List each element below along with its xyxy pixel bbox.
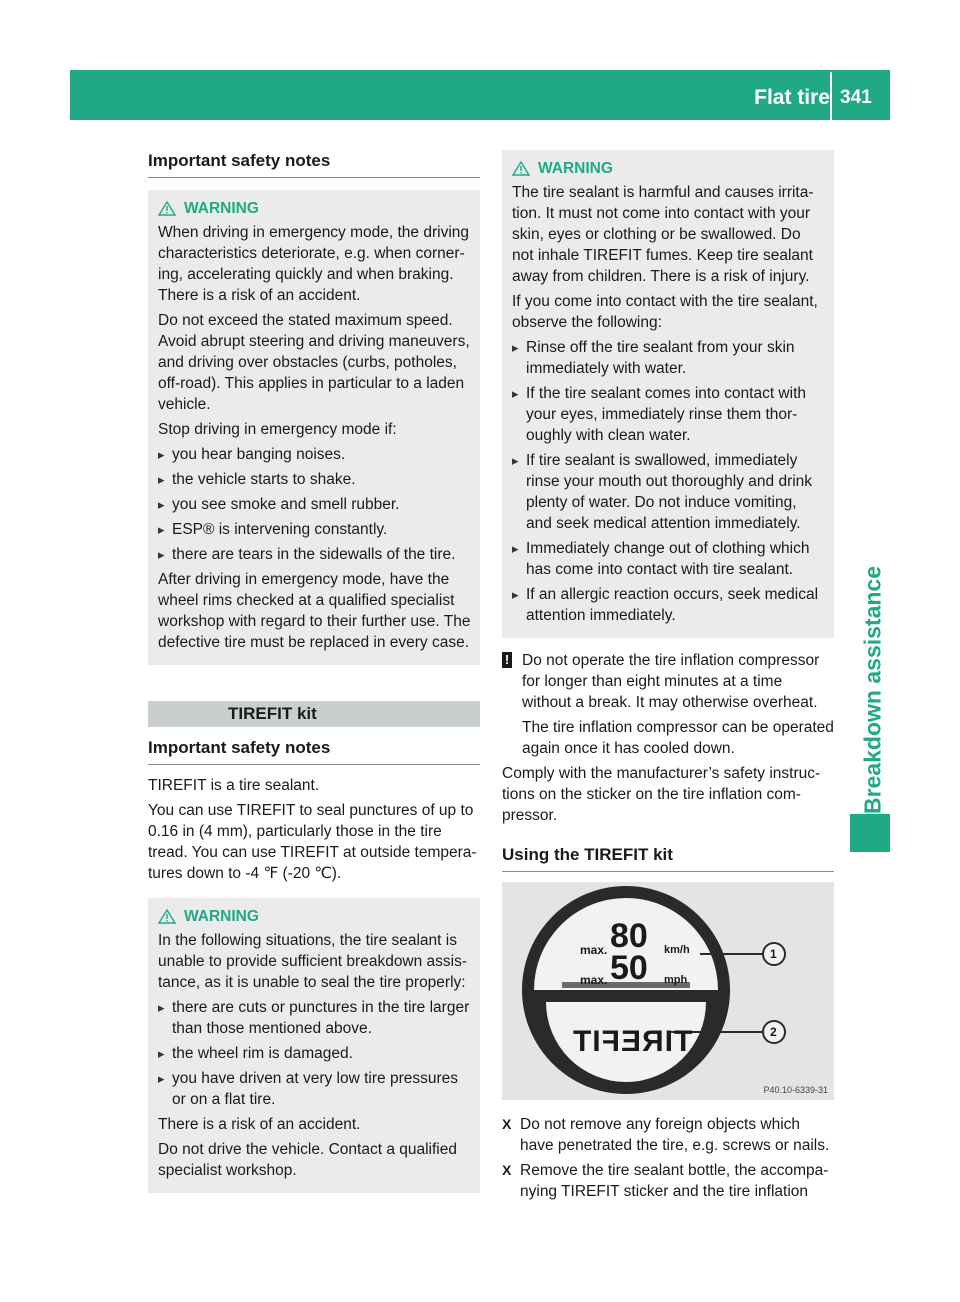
warning-text: Stop driving in emergency mode if: <box>158 421 397 438</box>
warning-text: After driving in emergency mode, have the wheel rims checked at a qualified specialist workshop with regard to their further use. The defective tire must be replaced in every case. <box>158 571 471 651</box>
tirefit-sticker-figure <box>502 882 834 1100</box>
list-item: ▸ Immediately change out of clothing which has come into contact with tire sealant. <box>512 538 826 580</box>
list-item: ▸ the vehicle starts to shake. <box>158 469 472 490</box>
warning-header <box>158 198 472 219</box>
sticker-illustration <box>502 882 834 1100</box>
heading-using-tirefit: Using the TIREFIT kit <box>502 844 834 872</box>
bullet-list <box>158 444 472 565</box>
list-item: ▸ there are tears in the sidewalls of the tire. <box>158 544 472 565</box>
caution-exclamation-icon: ! <box>502 652 512 668</box>
warning-triangle-icon <box>158 909 176 924</box>
heading-safety-notes-2: Important safety notes <box>148 737 480 765</box>
list-item: ▸ you see smoke and smell rubber. <box>158 494 472 515</box>
side-tab <box>838 540 908 840</box>
warning-text: The tire sealant is harmful and causes irrita-tion. It must not come into contact with your skin, eyes or clothing or be swallowed. Do not inhale TIREFIT fumes. Keep tire sealant away from children. There is a risk of injury. <box>512 184 814 285</box>
warning-triangle-icon <box>158 201 176 216</box>
step-arrow-icon: X <box>502 1116 512 1132</box>
heading-safety-notes: Important safety notes <box>148 150 480 178</box>
callout-2: 2 <box>770 1025 777 1039</box>
list-item: ▸ you have driven at very low tire pressures or on a flat tire. <box>158 1068 472 1110</box>
warning-label: WARNING <box>538 160 613 177</box>
warning-header <box>512 158 826 179</box>
section-title: Flat tire <box>754 86 830 109</box>
right-column <box>502 150 834 1206</box>
header-divider <box>830 72 832 120</box>
warning-text: There is a risk of an accident. <box>158 1116 361 1133</box>
side-tab-label: Breakdown assistance <box>859 565 886 815</box>
list-item: ▸ If tire sealant is swallowed, immediately rinse your mouth out thoroughly and drink plenty of water. Do not induce vomiting, and seek medical attention immediately. <box>512 450 826 534</box>
max-label-mph: max. <box>580 973 608 987</box>
warning-box-emergency-mode <box>148 190 480 665</box>
warning-text: When driving in emergency mode, the driving characteristics deteriorate, e.g. when corner-ing, accelerating quickly and when braking. There is a risk of an accident. <box>158 224 470 304</box>
figure-code: P40.10-6339-31 <box>763 1085 828 1095</box>
bullet-list <box>512 337 826 626</box>
step-arrow-icon: X <box>502 1162 512 1178</box>
unit-kmh: km/h <box>664 944 690 956</box>
list-item: ▸ ESP® is intervening constantly. <box>158 519 472 540</box>
list-item: ▸ the wheel rim is damaged. <box>158 1043 472 1064</box>
step-item: X Remove the tire sealant bottle, the accompa-nying TIREFIT sticker and the tire inflation <box>502 1162 829 1200</box>
body-text: You can use TIREFIT to seal punctures of up to 0.16 in (4 mm), particularly those in the tire tread. You can use TIREFIT at outside tempera-tures down to -4 ℉ (-20 ℃). <box>148 802 477 882</box>
warning-label: WARNING <box>184 200 259 217</box>
caution-text: The tire inflation compressor can be operated again once it has cooled down. <box>522 719 834 757</box>
caution-text: Do not operate the tire inflation compressor for longer than eight minutes at a time without a break. It may otherwise overheat. <box>522 652 820 711</box>
list-item: ▸ Rinse off the tire sealant from your skin immediately with water. <box>512 337 826 379</box>
step-item: X Do not remove any foreign objects which have penetrated the tire, e.g. screws or nails. <box>502 1116 830 1154</box>
warning-box-sealant-limits <box>148 898 480 1193</box>
body-text: Comply with the manufacturer’s safety instruc-tions on the sticker on the tire inflation com-pressor. <box>502 765 821 824</box>
list-item: ▸ you hear banging noises. <box>158 444 472 465</box>
warning-text: If you come into contact with the tire sealant, observe the following: <box>512 293 818 331</box>
left-column <box>148 150 480 1193</box>
warning-box-sealant-harmful <box>502 150 834 638</box>
unit-mph: mph <box>664 974 688 986</box>
list-item: ▸ If an allergic reaction occurs, seek medical attention immediately. <box>512 584 826 626</box>
bullet-list <box>158 997 472 1110</box>
list-item: ▸ If the tire sealant comes into contact with your eyes, immediately rinse them thor-oughly with clean water. <box>512 383 826 446</box>
warning-triangle-icon <box>512 161 530 176</box>
caution-note <box>502 650 834 759</box>
warning-label: WARNING <box>184 908 259 925</box>
side-tab-marker <box>850 814 890 852</box>
speed-limit-mph: 50 <box>610 949 648 987</box>
tirefit-brand-mirrored: TIREFIT <box>572 1025 693 1058</box>
max-label-kmh: max. <box>580 943 608 957</box>
warning-text: Do not exceed the stated maximum speed. Avoid abrupt steering and driving maneuvers, and driving over obstacles (curbs, potholes, off-road). This applies in particular to a laden vehicle. <box>158 312 470 413</box>
warning-text: Do not drive the vehicle. Contact a qualified specialist workshop. <box>158 1141 457 1179</box>
warning-header <box>158 906 472 927</box>
callout-1: 1 <box>770 947 777 961</box>
body-text: TIREFIT is a tire sealant. <box>148 777 320 794</box>
page-number: 341 <box>840 87 872 108</box>
speed-limit-kmh: 80 <box>610 917 648 955</box>
instruction-steps <box>502 1114 834 1202</box>
warning-text: In the following situations, the tire sealant is unable to provide sufficient breakdown assis-tance, as it is unable to seal the tire properly: <box>158 932 468 991</box>
list-item: ▸ there are cuts or punctures in the tire larger than those mentioned above. <box>158 997 472 1039</box>
chapter-bar-tirefit-kit: TIREFIT kit <box>148 701 480 727</box>
